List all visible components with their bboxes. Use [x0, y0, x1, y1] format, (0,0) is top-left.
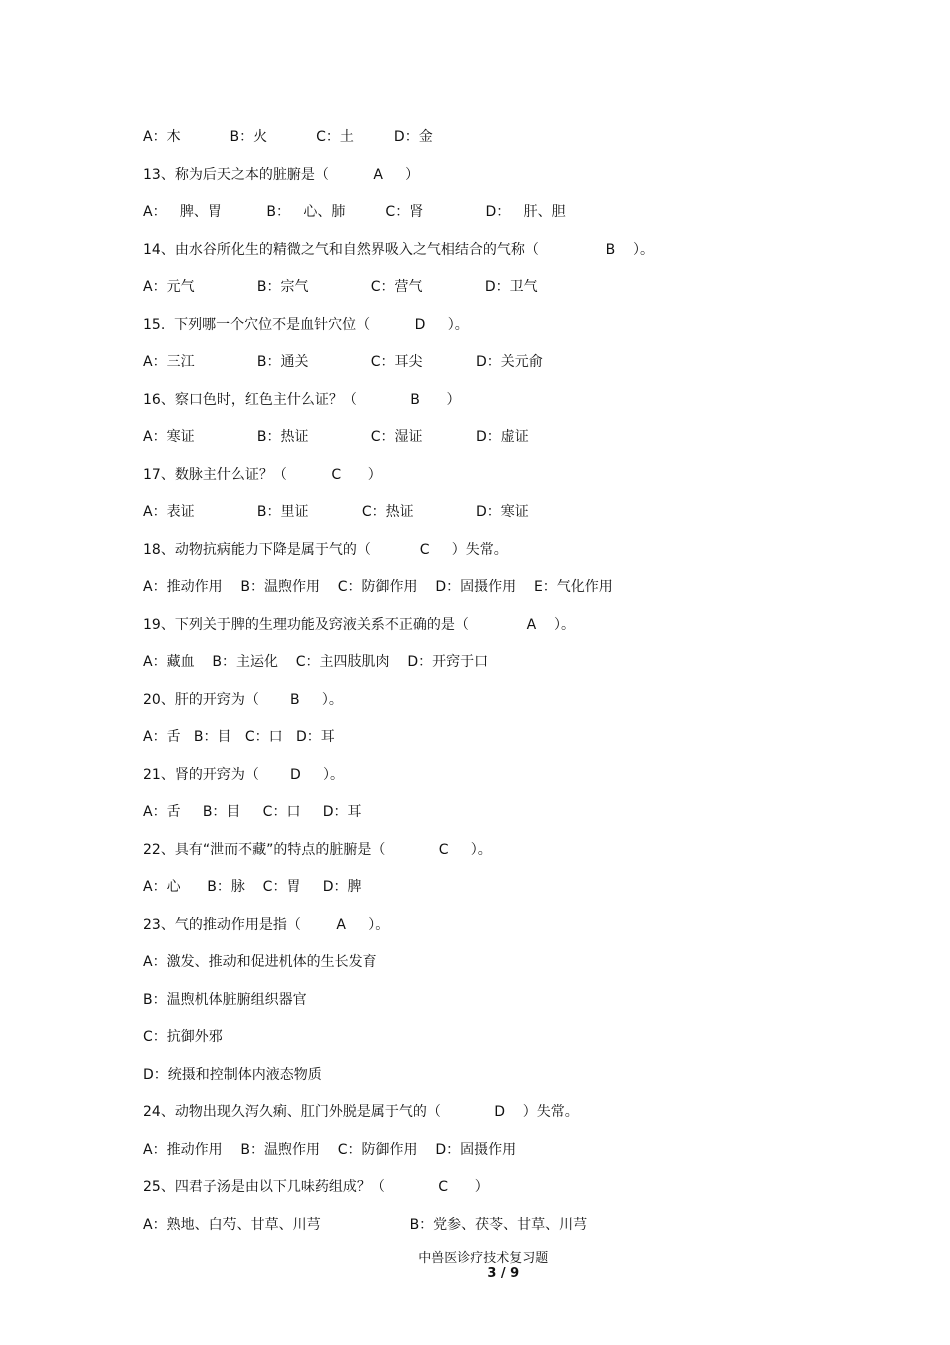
- text-line: A：推动作用 B：温煦作用 C：防御作用 D：固摄作用 E：气化作用: [143, 579, 613, 595]
- text-line: 23、气的推动作用是指（ A ）。: [143, 916, 390, 933]
- text-line: 21、肾的开窍为（ D ）。: [143, 766, 344, 783]
- page-number: 3 / 9: [487, 1266, 520, 1281]
- text-line: 18、动物抗病能力下降是属于气的（ C ）失常。: [143, 541, 508, 558]
- text-line: 20、肝的开窍为（ B ）。: [143, 691, 343, 708]
- text-line: A：推动作用 B：温煦作用 C：防御作用 D：固摄作用: [143, 1141, 517, 1158]
- text-line: 17、数脉主什么证？（ C ）: [143, 466, 382, 483]
- text-line: 25、四君子汤是由以下几味药组成？（ C ）: [143, 1179, 489, 1195]
- footer-title: 中兽医诊疗技术复习题: [418, 1251, 549, 1266]
- text-line: A：激发、推动和促进机体的生长发育: [143, 954, 377, 970]
- text-line: A：藏血 B：主运化 C：主四肢肌肉 D：开窍于口: [143, 654, 489, 670]
- text-line: 24、动物出现久泻久痢、肛门外脱是属于气的（ D ）失常。: [143, 1104, 579, 1120]
- text-line: 15. 下列哪一个穴位不是血针穴位（ D ）。: [143, 316, 469, 333]
- text-line: A：熟地、白芍、甘草、川芎 B：党参、茯苓、甘草、川芎: [143, 1216, 588, 1233]
- text-line: A：心 B：脉 C：胃 D：脾: [143, 879, 362, 895]
- text-line: 13、称为后天之本的脏腑是（ A ）: [143, 166, 420, 183]
- page-footer: [0, 1232, 950, 1296]
- text-line: A：三江 B：通关 C：耳尖 D：关元俞: [143, 354, 543, 370]
- text-line: A：寒证 B：热证 C：湿证 D：虚证: [143, 429, 529, 445]
- question-list: [143, 125, 843, 1250]
- text-line: A：表证 B：里证 C：热证 D：寒证: [143, 504, 529, 520]
- text-line: A：舌 B：目 C：口 D：耳: [143, 804, 362, 820]
- text-line: A：木 B：火 C：土 D：金: [143, 129, 433, 145]
- text-line: A：元气 B：宗气 C：营气 D：卫气: [143, 279, 538, 295]
- text-line: A：舌 B：目 C：口 D：耳: [143, 729, 335, 745]
- text-line: C：抗御外邪: [143, 1029, 223, 1045]
- text-line: B：温煦机体脏腑组织器官: [143, 991, 307, 1008]
- text-line: 19、下列关于脾的生理功能及窍液关系不正确的是（ A ）。: [143, 616, 576, 633]
- text-line: A： 脾、胃 B： 心、肺 C：肾 D： 肝、胆: [143, 204, 566, 220]
- text-line: 16、察口色时，红色主什么证？（ B ）: [143, 391, 461, 408]
- text-line: 14、由水谷所化生的精微之气和自然界吸入之气相结合的气称（ B ）。: [143, 241, 654, 258]
- text-line: D：统摄和控制体内液态物质: [143, 1066, 322, 1083]
- text-line: 22、具有“泄而不藏”的特点的脏腑是（ C ）。: [143, 841, 492, 858]
